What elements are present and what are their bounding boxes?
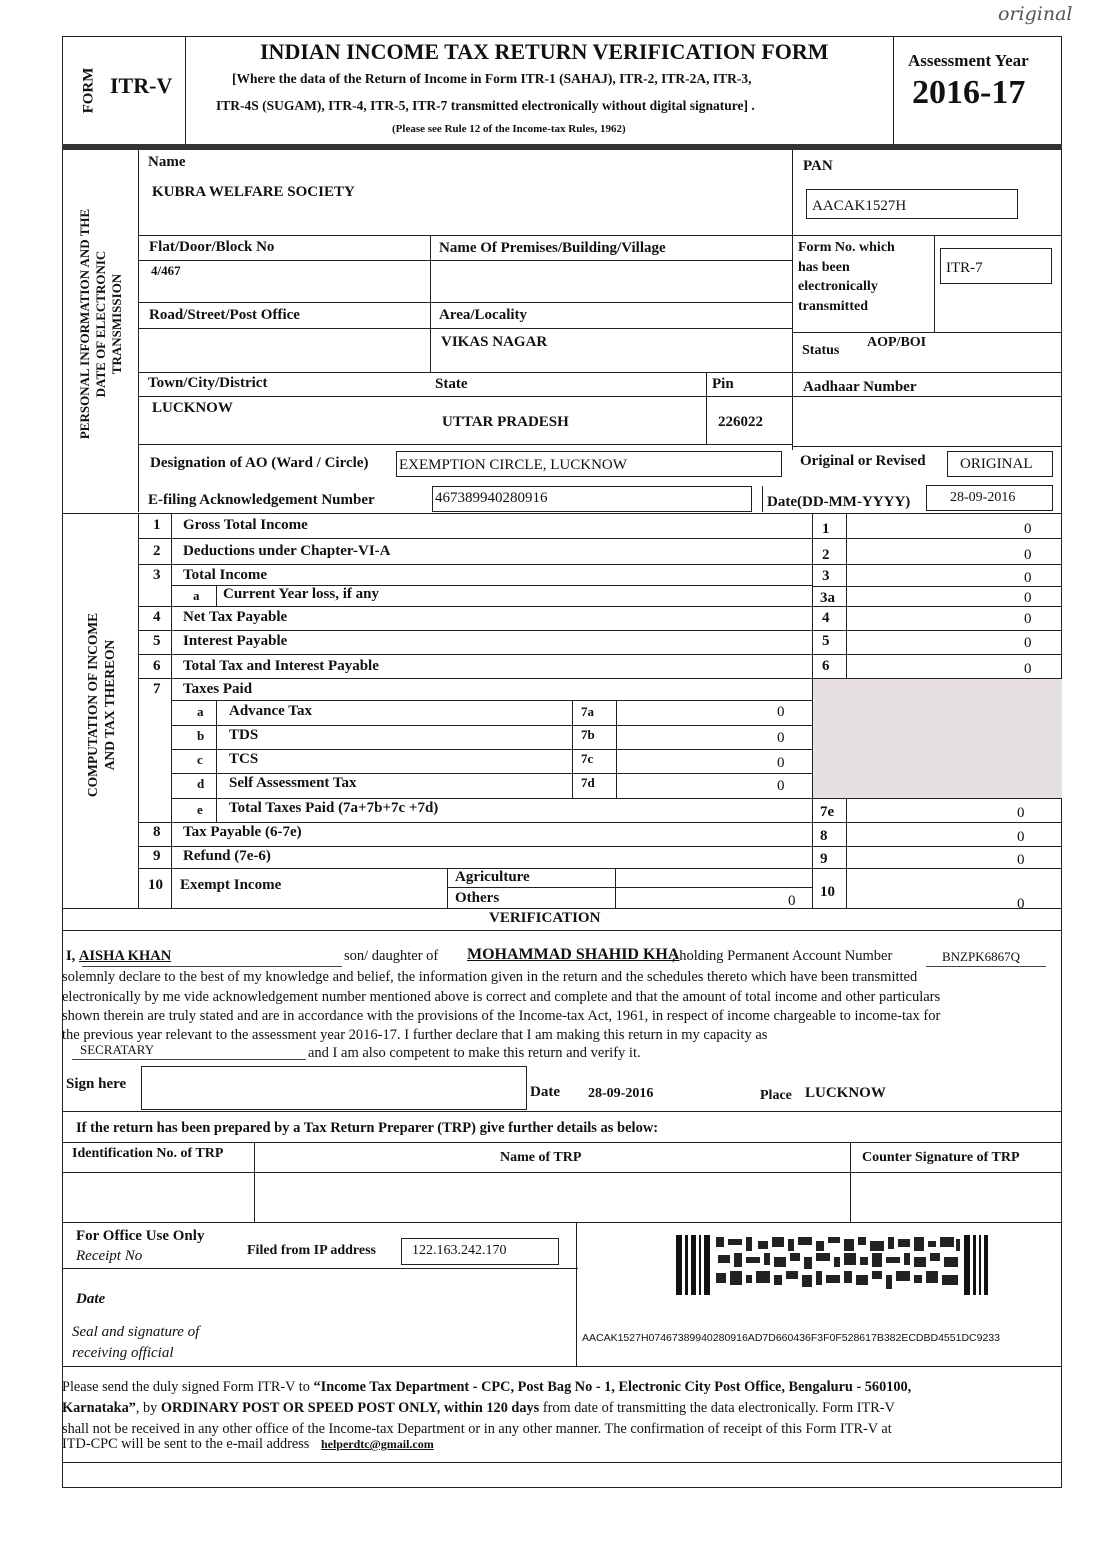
tax-code: 7a: [581, 704, 594, 719]
footer-line-4: ITD-CPC will be sent to the e-mail address helperdtc@gmail.com: [62, 1436, 434, 1452]
declarant-pan: BNZPK6867Q: [942, 949, 1021, 964]
tax-no: a: [197, 704, 204, 719]
total-paid-no: e: [197, 802, 203, 817]
email-link[interactable]: helperdtc@gmail.com: [320, 1437, 434, 1451]
area-label: Area/Locality: [439, 307, 528, 323]
ack-date-value: 28-09-2016: [950, 490, 1016, 505]
tax-payable-label: Tax Payable (6-7e): [183, 824, 302, 840]
computation-rows: [138, 513, 1062, 678]
tax-label: Advance Tax: [229, 703, 312, 719]
form-title: INDIAN INCOME TAX RETURN VERIFICATION FORM: [260, 39, 829, 64]
handwritten-original-note: original: [998, 3, 1073, 25]
footer-line-1: Please send the duly signed Form ITR-V to “Income Tax Department - CPC, Post Bag No - 1, Electronic City Post Office, Bengaluru - 560100,: [62, 1379, 912, 1395]
place-value: LUCKNOW: [805, 1085, 886, 1101]
exempt-code: 10: [820, 884, 835, 900]
refund-label: Refund (7e-6): [183, 848, 271, 864]
exempt-label: Exempt Income: [180, 877, 282, 893]
computation-side-label: COMPUTATION OF INCOME AND TAX THEREON: [85, 612, 117, 798]
row-value: 0: [1024, 611, 1032, 627]
assessment-year-label: Assessment Year: [908, 51, 1029, 70]
verification-line-2: solemnly declare to the best of my knowledge and belief, the information given in the return and the schedules thereto which have been transmitted: [62, 969, 918, 985]
taxes-paid-no: 7: [153, 681, 161, 697]
tax-no: d: [197, 776, 205, 791]
row-no: 6: [153, 658, 161, 674]
total-paid-code: 7e: [820, 804, 835, 820]
refund-code: 9: [820, 851, 828, 867]
exempt-value: 0: [1017, 896, 1025, 912]
tax-no: c: [197, 752, 203, 767]
sign-date-label: Date: [530, 1084, 560, 1100]
trp-intro: If the return has been prepared by a Tax Return Preparer (TRP) give further details as below:: [76, 1120, 659, 1136]
flat-value: 4/467: [151, 263, 181, 278]
footer-line-2: Karnataka”, by ORDINARY POST OR SPEED POST ONLY, within 120 days from date of transmitting the data electronically. Form ITR-V: [62, 1400, 895, 1416]
row-value: 0: [1024, 547, 1032, 563]
verification-line-1: I, AISHA KHAN: [66, 948, 172, 964]
refund-no: 9: [153, 848, 161, 864]
form-rule-note: (Please see Rule 12 of the Income-tax Rules, 1962): [392, 123, 626, 135]
row-label: Deductions under Chapter-VI-A: [183, 543, 391, 559]
exempt-others-label: Others: [455, 890, 500, 906]
pan-label: PAN: [803, 158, 833, 174]
tax-value: 0: [777, 755, 785, 771]
row-value: 0: [1024, 570, 1032, 586]
holding-text: , holding Permanent Account Number: [672, 948, 893, 964]
exempt-no: 10: [148, 877, 163, 893]
ao-value: EXEMPTION CIRCLE, LUCKNOW: [399, 457, 627, 473]
barcode-image: [676, 1235, 988, 1295]
tax-label: Self Assessment Tax: [229, 775, 357, 791]
capacity-value: SECRATARY: [80, 1042, 155, 1057]
pin-value: 226022: [718, 414, 763, 430]
area-value: VIKAS NAGAR: [441, 334, 548, 350]
tax-payable-value: 0: [1017, 829, 1025, 845]
verification-line-6: and I am also competent to make this return and verify it.: [308, 1045, 641, 1061]
footer-line-3: shall not be received in any other office of the Income-tax Department or in any other manner. The confirmation of receipt of this Form ITR-V at: [62, 1421, 892, 1437]
row-code: 1: [822, 521, 830, 537]
row-no: 5: [153, 633, 161, 649]
row-label: Net Tax Payable: [183, 609, 288, 625]
office-date-label: Date: [76, 1291, 106, 1307]
tax-value: 0: [777, 730, 785, 746]
status-label: Status: [802, 343, 840, 358]
sign-here-label: Sign here: [66, 1076, 127, 1092]
original-revised-value: ORIGINAL: [960, 456, 1033, 472]
ack-date-label: Date(DD-MM-YYYY): [767, 494, 911, 510]
aadhaar-label: Aadhaar Number: [803, 379, 917, 395]
total-paid-value: 0: [1017, 805, 1025, 821]
refund-value: 0: [1017, 852, 1025, 868]
row-code: 4: [822, 610, 830, 626]
state-value: UTTAR PRADESH: [442, 414, 569, 430]
row-no: 3: [153, 567, 161, 583]
row-no: 4: [153, 609, 161, 625]
son-of-text: son/ daughter of: [344, 948, 439, 964]
assessment-year-value: 2016-17: [912, 74, 1026, 111]
row-label: Gross Total Income: [183, 517, 308, 533]
pan-value: AACAK1527H: [812, 198, 907, 214]
row-code: 3a: [820, 590, 835, 606]
row-value: 0: [1024, 661, 1032, 677]
verification-line-3: electronically by me vide acknowledgement number mentioned above is correct and complete and that the amount of total income and other particulars: [62, 989, 941, 1005]
state-label: State: [435, 376, 468, 392]
verification-line-5: the previous year relevant to the assessment year 2016-17. I further declare that I am making this return in my capacity as: [62, 1027, 768, 1043]
premises-label: Name Of Premises/Building/Village: [439, 240, 666, 256]
tax-no: b: [197, 728, 205, 743]
row-code: 2: [822, 547, 830, 563]
declarant-name: AISHA KHAN: [78, 948, 172, 964]
trp-id-label: Identification No. of TRP: [72, 1146, 224, 1161]
form-subtitle-1: [Where the data of the Return of Income in Form ITR-1 (SAHAJ), ITR-2, ITR-2A, ITR-3,: [232, 71, 752, 86]
tax-code: 7c: [581, 751, 594, 766]
row-label: Total Tax and Interest Payable: [183, 658, 379, 674]
status-value: AOP/BOI: [867, 335, 927, 350]
tax-label: TCS: [229, 751, 259, 767]
row-label: Interest Payable: [183, 633, 288, 649]
form-name: ITR-V: [110, 73, 173, 98]
road-label: Road/Street/Post Office: [149, 307, 300, 323]
header-divider: [62, 144, 1062, 150]
tax-code: 7b: [581, 727, 595, 742]
row-value: 0: [1024, 590, 1032, 606]
sign-date-value: 28-09-2016: [588, 1086, 654, 1101]
tax-value: 0: [777, 778, 785, 794]
flat-label: Flat/Door/Block No: [149, 239, 275, 255]
tax-value: 0: [777, 704, 785, 720]
seal-signature-label: Seal and signature of receiving official: [72, 1324, 200, 1361]
row-no: a: [193, 588, 200, 603]
place-label: Place: [760, 1088, 792, 1103]
ao-label: Designation of AO (Ward / Circle): [150, 455, 369, 471]
form-no-label: Form No. which has been electronically transmitted: [798, 240, 895, 314]
ip-label: Filed from IP address: [247, 1243, 376, 1258]
father-name: MOHAMMAD SHAHID KHA: [467, 946, 680, 963]
town-label: Town/City/District: [148, 375, 268, 391]
total-paid-label: Total Taxes Paid (7a+7b+7c +7d): [229, 800, 439, 816]
taxes-paid-table: [171, 700, 812, 798]
name-value: KUBRA WELFARE SOCIETY: [152, 184, 355, 200]
original-revised-label: Original or Revised: [800, 453, 926, 469]
shaded-cell: [812, 678, 1062, 798]
town-value: LUCKNOW: [152, 400, 233, 416]
row-value: 0: [1024, 635, 1032, 651]
trp-counter-label: Counter Signature of TRP: [862, 1150, 1020, 1165]
office-use-label: For Office Use Only: [76, 1228, 205, 1244]
form-label-vertical: FORM: [80, 67, 97, 114]
signature-field[interactable]: [141, 1066, 527, 1110]
tax-code: 7d: [581, 775, 595, 790]
name-label: Name: [148, 154, 186, 170]
row-code: 5: [822, 633, 830, 649]
row-label: Current Year loss, if any: [223, 586, 379, 602]
tax-payable-code: 8: [820, 828, 828, 844]
receipt-no-label: Receipt No: [76, 1248, 143, 1264]
ack-label: E-filing Acknowledgement Number: [148, 492, 375, 508]
verification-line-4: shown therein are truly stated and are in accordance with the provisions of the Income-tax Act, 1961, in respect of income chargeable to income-tax for: [62, 1008, 941, 1024]
form-no-value: ITR-7: [946, 260, 983, 276]
row-label: Total Income: [183, 567, 268, 583]
row-code: 3: [822, 568, 830, 584]
row-no: 1: [153, 517, 161, 533]
row-code: 6: [822, 658, 830, 674]
row-value: 0: [1024, 521, 1032, 537]
taxes-paid-label: Taxes Paid: [183, 681, 253, 697]
trp-name-label: Name of TRP: [500, 1150, 582, 1165]
tax-payable-no: 8: [153, 824, 161, 840]
row-no: 2: [153, 543, 161, 559]
tax-label: TDS: [229, 727, 259, 743]
personal-info-side-label: PERSONAL INFORMATION AND THE DATE OF ELECTRONIC TRANSMISSION: [77, 208, 124, 440]
ack-value: 467389940280916: [435, 490, 548, 506]
form-subtitle-2: ITR-4S (SUGAM), ITR-4, ITR-5, ITR-7 transmitted electronically without digital signature] .: [216, 98, 755, 113]
barcode-text: AACAK1527H07467389940280916AD7D660436F3F0F528617B382ECDBD4551DC9233: [582, 1332, 1000, 1344]
exempt-agri-label: Agriculture: [455, 869, 530, 885]
ip-value: 122.163.242.170: [412, 1243, 507, 1258]
pin-label: Pin: [712, 376, 734, 392]
verification-title: VERIFICATION: [489, 910, 601, 926]
exempt-others-value: 0: [788, 893, 796, 909]
